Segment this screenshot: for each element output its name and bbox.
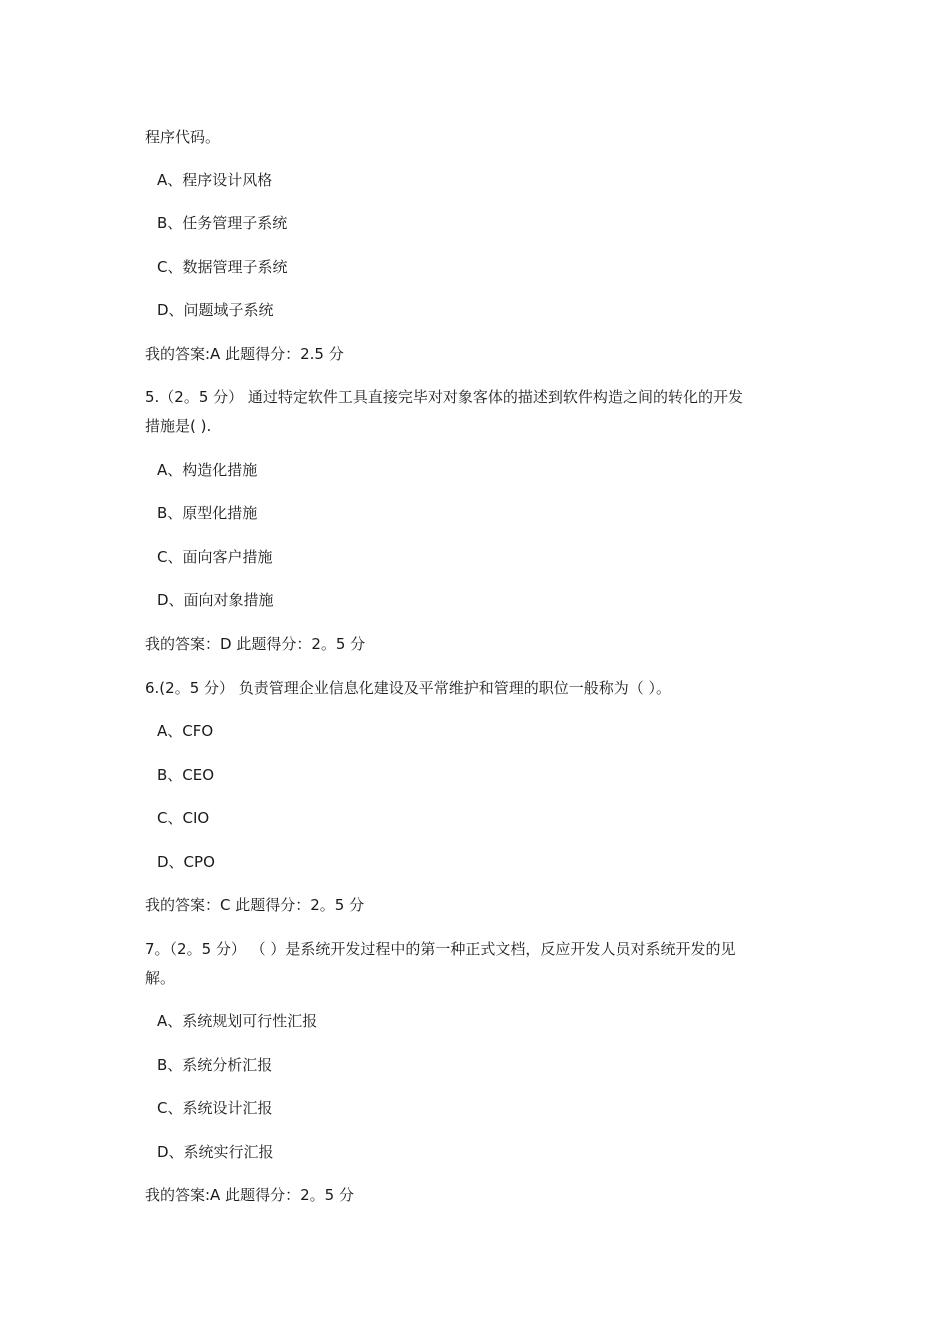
option-a: A、构造化措施 — [157, 461, 258, 479]
question-7-continued: 解。 — [145, 969, 176, 987]
option-c: C、CIO — [157, 809, 210, 827]
option-b: B、原型化措施 — [157, 504, 258, 522]
option-c: C、面向客户措施 — [157, 548, 273, 566]
option-b: B、系统分析汇报 — [157, 1056, 273, 1074]
question-5: 5.（2。5 分） 通过特定软件工具直接完毕对对象客体的描述到软件构造之间的转化的开发 — [145, 388, 743, 406]
option-a: A、CFO — [157, 722, 214, 740]
answer-line: 我的答案:A 此题得分：2。5 分 — [145, 1186, 354, 1204]
option-c: C、数据管理子系统 — [157, 258, 288, 276]
option-b: B、CEO — [157, 766, 215, 784]
option-b: B、任务管理子系统 — [157, 214, 288, 232]
text-line: 程序代码。 — [145, 128, 221, 146]
option-c: C、系统设计汇报 — [157, 1099, 273, 1117]
option-d: D、CPO — [157, 853, 215, 871]
option-d: D、问题域子系统 — [157, 301, 274, 319]
answer-line: 我的答案：D 此题得分：2。5 分 — [145, 635, 366, 653]
option-a: A、程序设计风格 — [157, 171, 273, 189]
answer-line: 我的答案:A 此题得分：2.5 分 — [145, 345, 344, 363]
option-a: A、系统规划可行性汇报 — [157, 1012, 318, 1030]
answer-line: 我的答案：C 此题得分：2。5 分 — [145, 896, 365, 914]
question-6: 6.(2。5 分） 负责管理企业信息化建设及平常维护和管理的职位一般称为（ ）。 — [145, 679, 672, 697]
option-d: D、系统实行汇报 — [157, 1143, 274, 1161]
question-7: 7。（2。5 分） （ ）是系统开发过程中的第一种正式文档，反应开发人员对系统开发的见 — [145, 940, 736, 958]
question-5-continued: 措施是( ). — [145, 417, 212, 435]
option-d: D、面向对象措施 — [157, 591, 274, 609]
